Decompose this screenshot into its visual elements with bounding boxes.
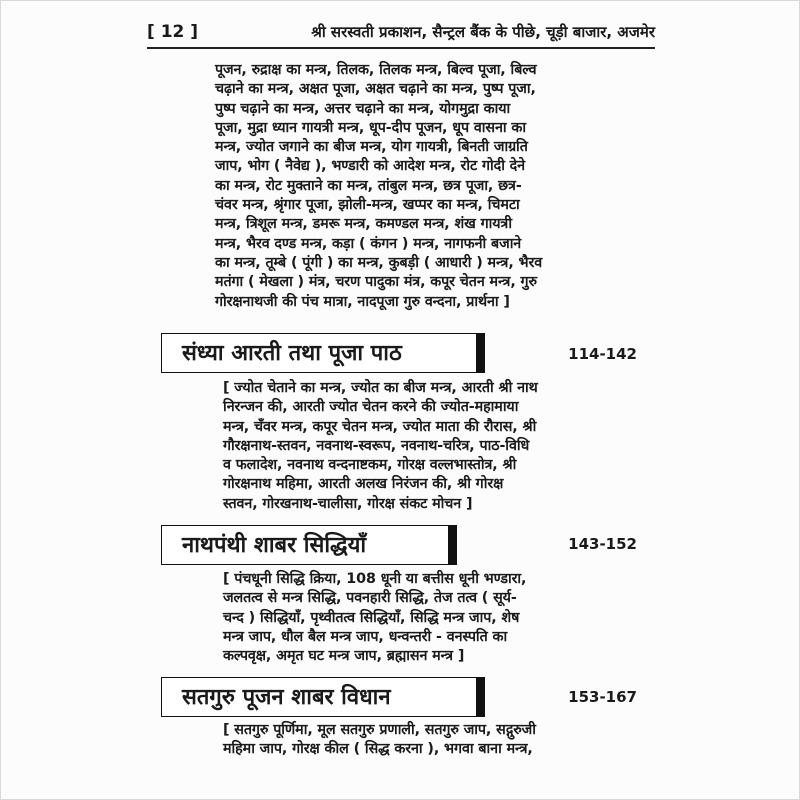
- text-line: व फलादेश, नवनाथ वन्दनाष्टकम, गोरक्ष वल्लभास्तोत्र, श्री: [223, 457, 517, 474]
- text-line: जाप, भोग ( नैवेद्य ), भण्डारी को आदेश मन्त्र, रोट गोदी देने: [215, 158, 526, 175]
- text-line: पूजा, मुद्रा ध्यान गायत्री मन्त्र, धूप-दीप पूजन, धूप वासना का: [215, 119, 526, 136]
- section-title: संध्या आरती तथा पूजा पाठ: [182, 341, 402, 366]
- section-content-nathpanthi-shabar: [223, 570, 526, 666]
- section-bar: [477, 677, 485, 717]
- section-page-range: 114-142: [568, 345, 637, 363]
- text-line: [ ज्योत चेताने का मन्त्र, ज्योत का बीज मन्त्र, आरती श्री नाथ: [223, 380, 538, 396]
- text-line: [ पंचधूनी सिद्धि क्रिया, 108 धूनी या बत्तीस धूनी भण्डारा,: [223, 571, 527, 587]
- text-line: मन्त्र, त्रिशूल मन्त्र, डमरू मन्त्र, कमण्डल मन्त्र, शंख गायत्री: [215, 216, 512, 233]
- text-line: मन्त्र, ज्योत जगाने का बीज मन्त्र, योग गायत्री, बिनती जाग्रति: [215, 139, 528, 156]
- text-line: पूजन, रुद्राक्ष का मन्त्र, तिलक, तिलक मन्त्र, बिल्व पूजा, बिल्व: [215, 62, 537, 78]
- section-title: सतगुरु पूजन शाबर विधान: [182, 685, 391, 710]
- header-rule: [147, 47, 655, 49]
- publisher-line: श्री सरस्वती प्रकाशन, सैन्ट्रल बैंक के पीछे, चूड़ी बाजार, अजमेर: [311, 23, 655, 41]
- text-line: महिमा जाप, गोरक्ष कील ( सिद्ध करना ), भगवा बाना मन्त्र,: [223, 741, 533, 758]
- section-page-range: 153-167: [568, 688, 637, 706]
- text-line: पुष्प चढ़ाने का मन्त्र, अत्तर चढ़ाने का मन्त्र, योगमुद्रा काया: [215, 100, 511, 117]
- section-heading-sandhya-aarti: [161, 333, 477, 373]
- text-line: गोरक्षनाथजी की पंच मात्रा, नादपूजा गुरु वन्दना, प्रार्थना ]: [215, 293, 510, 310]
- text-line: चन्द ) सिद्धियाँ, पृथ्वीतत्व सिद्धियाँ, सिद्धि मन्त्र जाप, शेष: [223, 609, 520, 626]
- page-header: [147, 19, 655, 47]
- text-line: गौरक्षनाथ-स्तवन, नवनाथ-स्वरूप, नवनाथ-चरित्र, पाठ-विधि: [223, 437, 530, 454]
- text-line: [ सतगुरु पूर्णिमा, मूल सतगुरु प्रणाली, सतगुरु जाप, सद्गुरुजी: [223, 722, 536, 738]
- text-line: निरन्जन की, आरती ज्योत चेतन करने की ज्योत-महामाया: [223, 399, 519, 416]
- text-line: चढ़ाने का मन्त्र, अक्षत पूजा, अक्षत चढ़ाने का मन्त्र, पुष्प पूजा,: [215, 81, 536, 98]
- text-line: का मन्त्र, रोट मुक्ताने का मन्त्र, तांबुल मन्त्र, छत्र पूजा, छत्र-: [215, 177, 522, 194]
- text-line: जलतत्व से मन्त्र सिद्धि, पवनहारी सिद्धि, तेज तत्व ( सूर्य-: [223, 590, 517, 607]
- section-bar: [449, 525, 457, 565]
- section-content-satguru-pujan: [223, 721, 536, 760]
- section-page-range: 143-152: [568, 535, 637, 553]
- text-line: मतंगा ( मेखला ) मंत्र, चरण पादुका मंत्र, कपूर चेतन मन्त्र, गुरु: [215, 274, 537, 291]
- section-title: नाथपंथी शाबर सिद्धियाँ: [182, 533, 367, 558]
- text-line: गोरक्षनाथ महिमा, आरती अलख निरंजन की, श्री गोरक्ष: [223, 476, 504, 493]
- section-heading-nathpanthi-shabar: [161, 525, 449, 565]
- section-heading-satguru-pujan: [161, 677, 477, 717]
- text-line: स्तवन, गोरखनाथ-चालीसा, गोरक्ष संकट मोचन ]: [223, 495, 473, 512]
- intro-paragraph: [215, 61, 542, 312]
- text-line: कल्पवृक्ष, अमृत घट मन्त्र जाप, ब्रह्मासन मन्त्र ]: [223, 648, 465, 665]
- text-line: मन्त्र, चँवर मन्त्र, कपूर चेतन मन्त्र, ज्योत माता की रौरास, श्री: [223, 418, 537, 435]
- section-content-sandhya-aarti: [223, 379, 538, 514]
- text-line: मन्त्र, भैरव दण्ड मन्त्र, कड़ा ( कंगन ) मन्त्र, नागफनी बजाने: [215, 235, 522, 252]
- text-line: मन्त्र जाप, धौल बैल मन्त्र जाप, धन्वन्तरी - वनस्पति का: [223, 628, 508, 645]
- section-bar: [477, 333, 485, 373]
- page-number: [ 12 ]: [147, 22, 199, 42]
- text-line: चंवर मन्त्र, श्रृंगार पूजा, झोली-मन्त्र, खप्पर का मन्त्र, चिमटा: [215, 197, 520, 214]
- text-line: का मन्त्र, तूम्बे ( पूंगी ) का मन्त्र, कुबड़ी ( आधारी ) मन्त्र, भैरव: [215, 254, 543, 271]
